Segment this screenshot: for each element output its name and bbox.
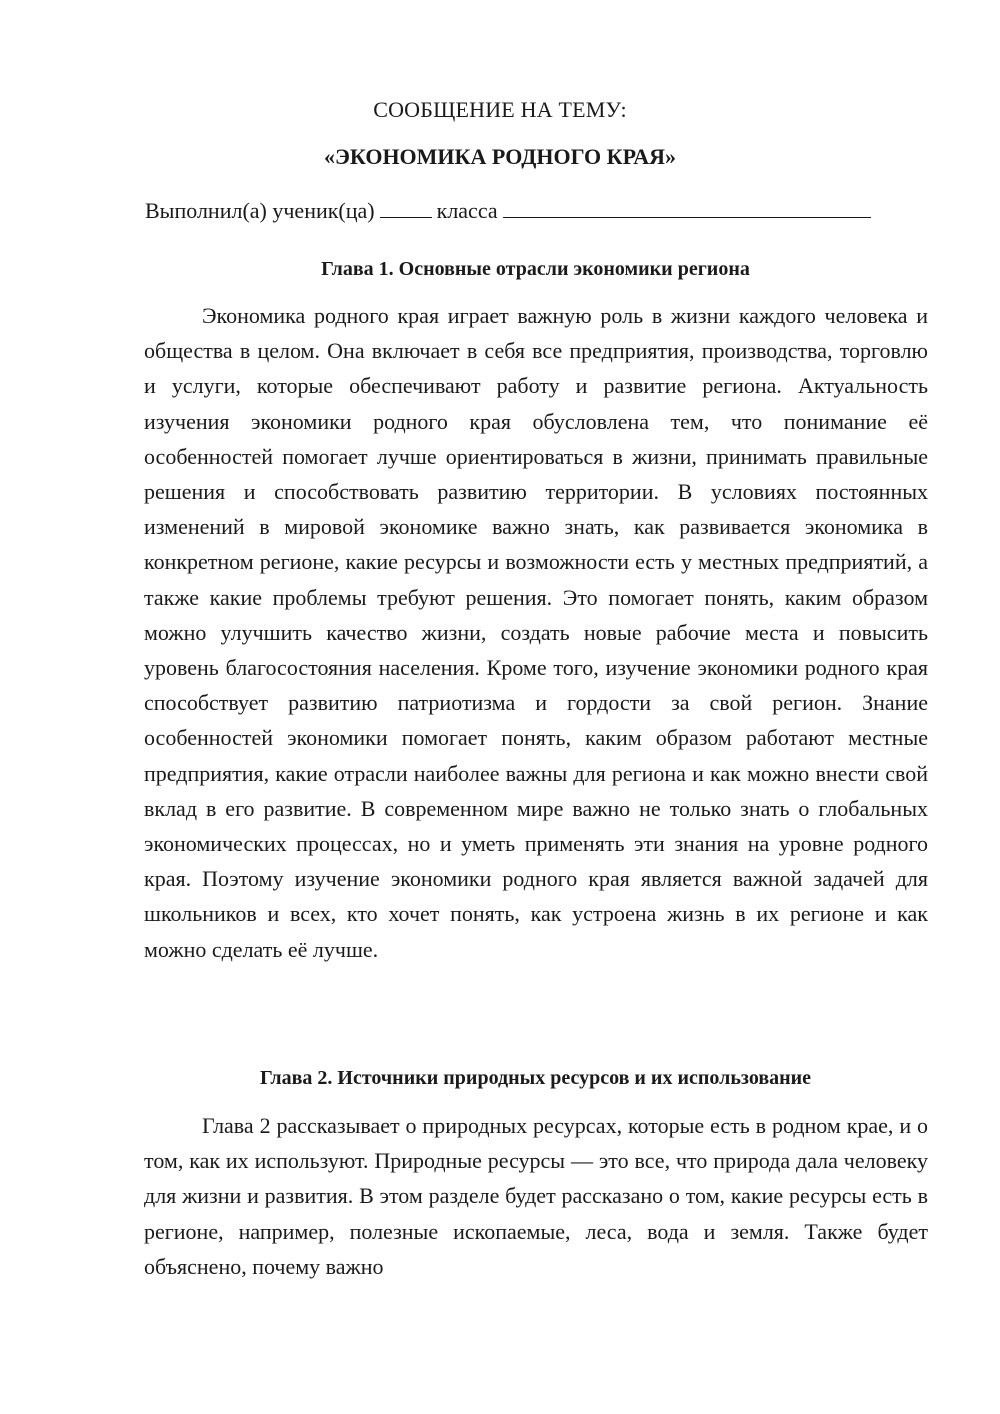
grade-blank xyxy=(380,199,432,218)
document-title-line-1: СООБЩЕНИЕ НА ТЕМУ: xyxy=(373,97,627,122)
class-blank xyxy=(503,199,871,218)
class-label: класса xyxy=(436,198,498,223)
chapter-2-paragraph: Глава 2 рассказывает о природных ресурсах, которые есть в родном крае, и о том, как их используют. Природные ресурсы — это все, что природа дала человеку для жизни и развития. В этом разделе будет рассказано о том, какие ресурсы есть в регионе, например, полезные ископаемые, леса, вода и земля. Также будет объяснено, почему важно xyxy=(144,1113,928,1279)
document-title-line-2: «ЭКОНОМИКА РОДНОГО КРАЯ» xyxy=(324,144,676,169)
chapter-1-paragraph: Экономика родного края играет важную роль в жизни каждого человека и общества в целом. Она включает в себя все предприятия, производства, торговлю и услуги, которые обеспечивают работу и развитие региона. Актуальность изучения экономики родного края обусловлена тем, что понимание её особенностей помогает лучше ориентироваться в жизни, принимать правильные решения и способствовать развитию территории. В условиях постоянных изменений в мировой экономике важно знать, как развивается экономика в конкретном регионе, какие ресурсы и возможности есть у местных предприятий, а также какие проблемы требуют решения. Это помогает понять, каким образом можно улучшить качество жизни, создать новые рабочие места и повысить уровень благосостояния населения. Кроме того, изучение экономики родного края способствует развитию патриотизма и гордости за свой регион. Знание особенностей экономики помогает понять, каким образом работают местные предприятия, какие отрасли наиболее важны для региона и как можно внести свой вклад в его развитие. В современном мире важно не только знать о глобальных экономических процессах, но и уметь применять эти знания на уровне родного края. Поэтому изучение экономики родного края является важной задачей для школьников и всех, кто хочет понять, как устроена жизнь в их регионе и как можно сделать её лучше. xyxy=(144,303,928,962)
author-prefix: Выполнил(а) ученик(ца) xyxy=(145,198,375,223)
author-line xyxy=(145,197,925,225)
chapter-2-heading: Глава 2. Источники природных ресурсов и их использование xyxy=(259,1067,812,1089)
chapter-1-heading: Глава 1. Основные отрасли экономики региона xyxy=(321,258,750,280)
